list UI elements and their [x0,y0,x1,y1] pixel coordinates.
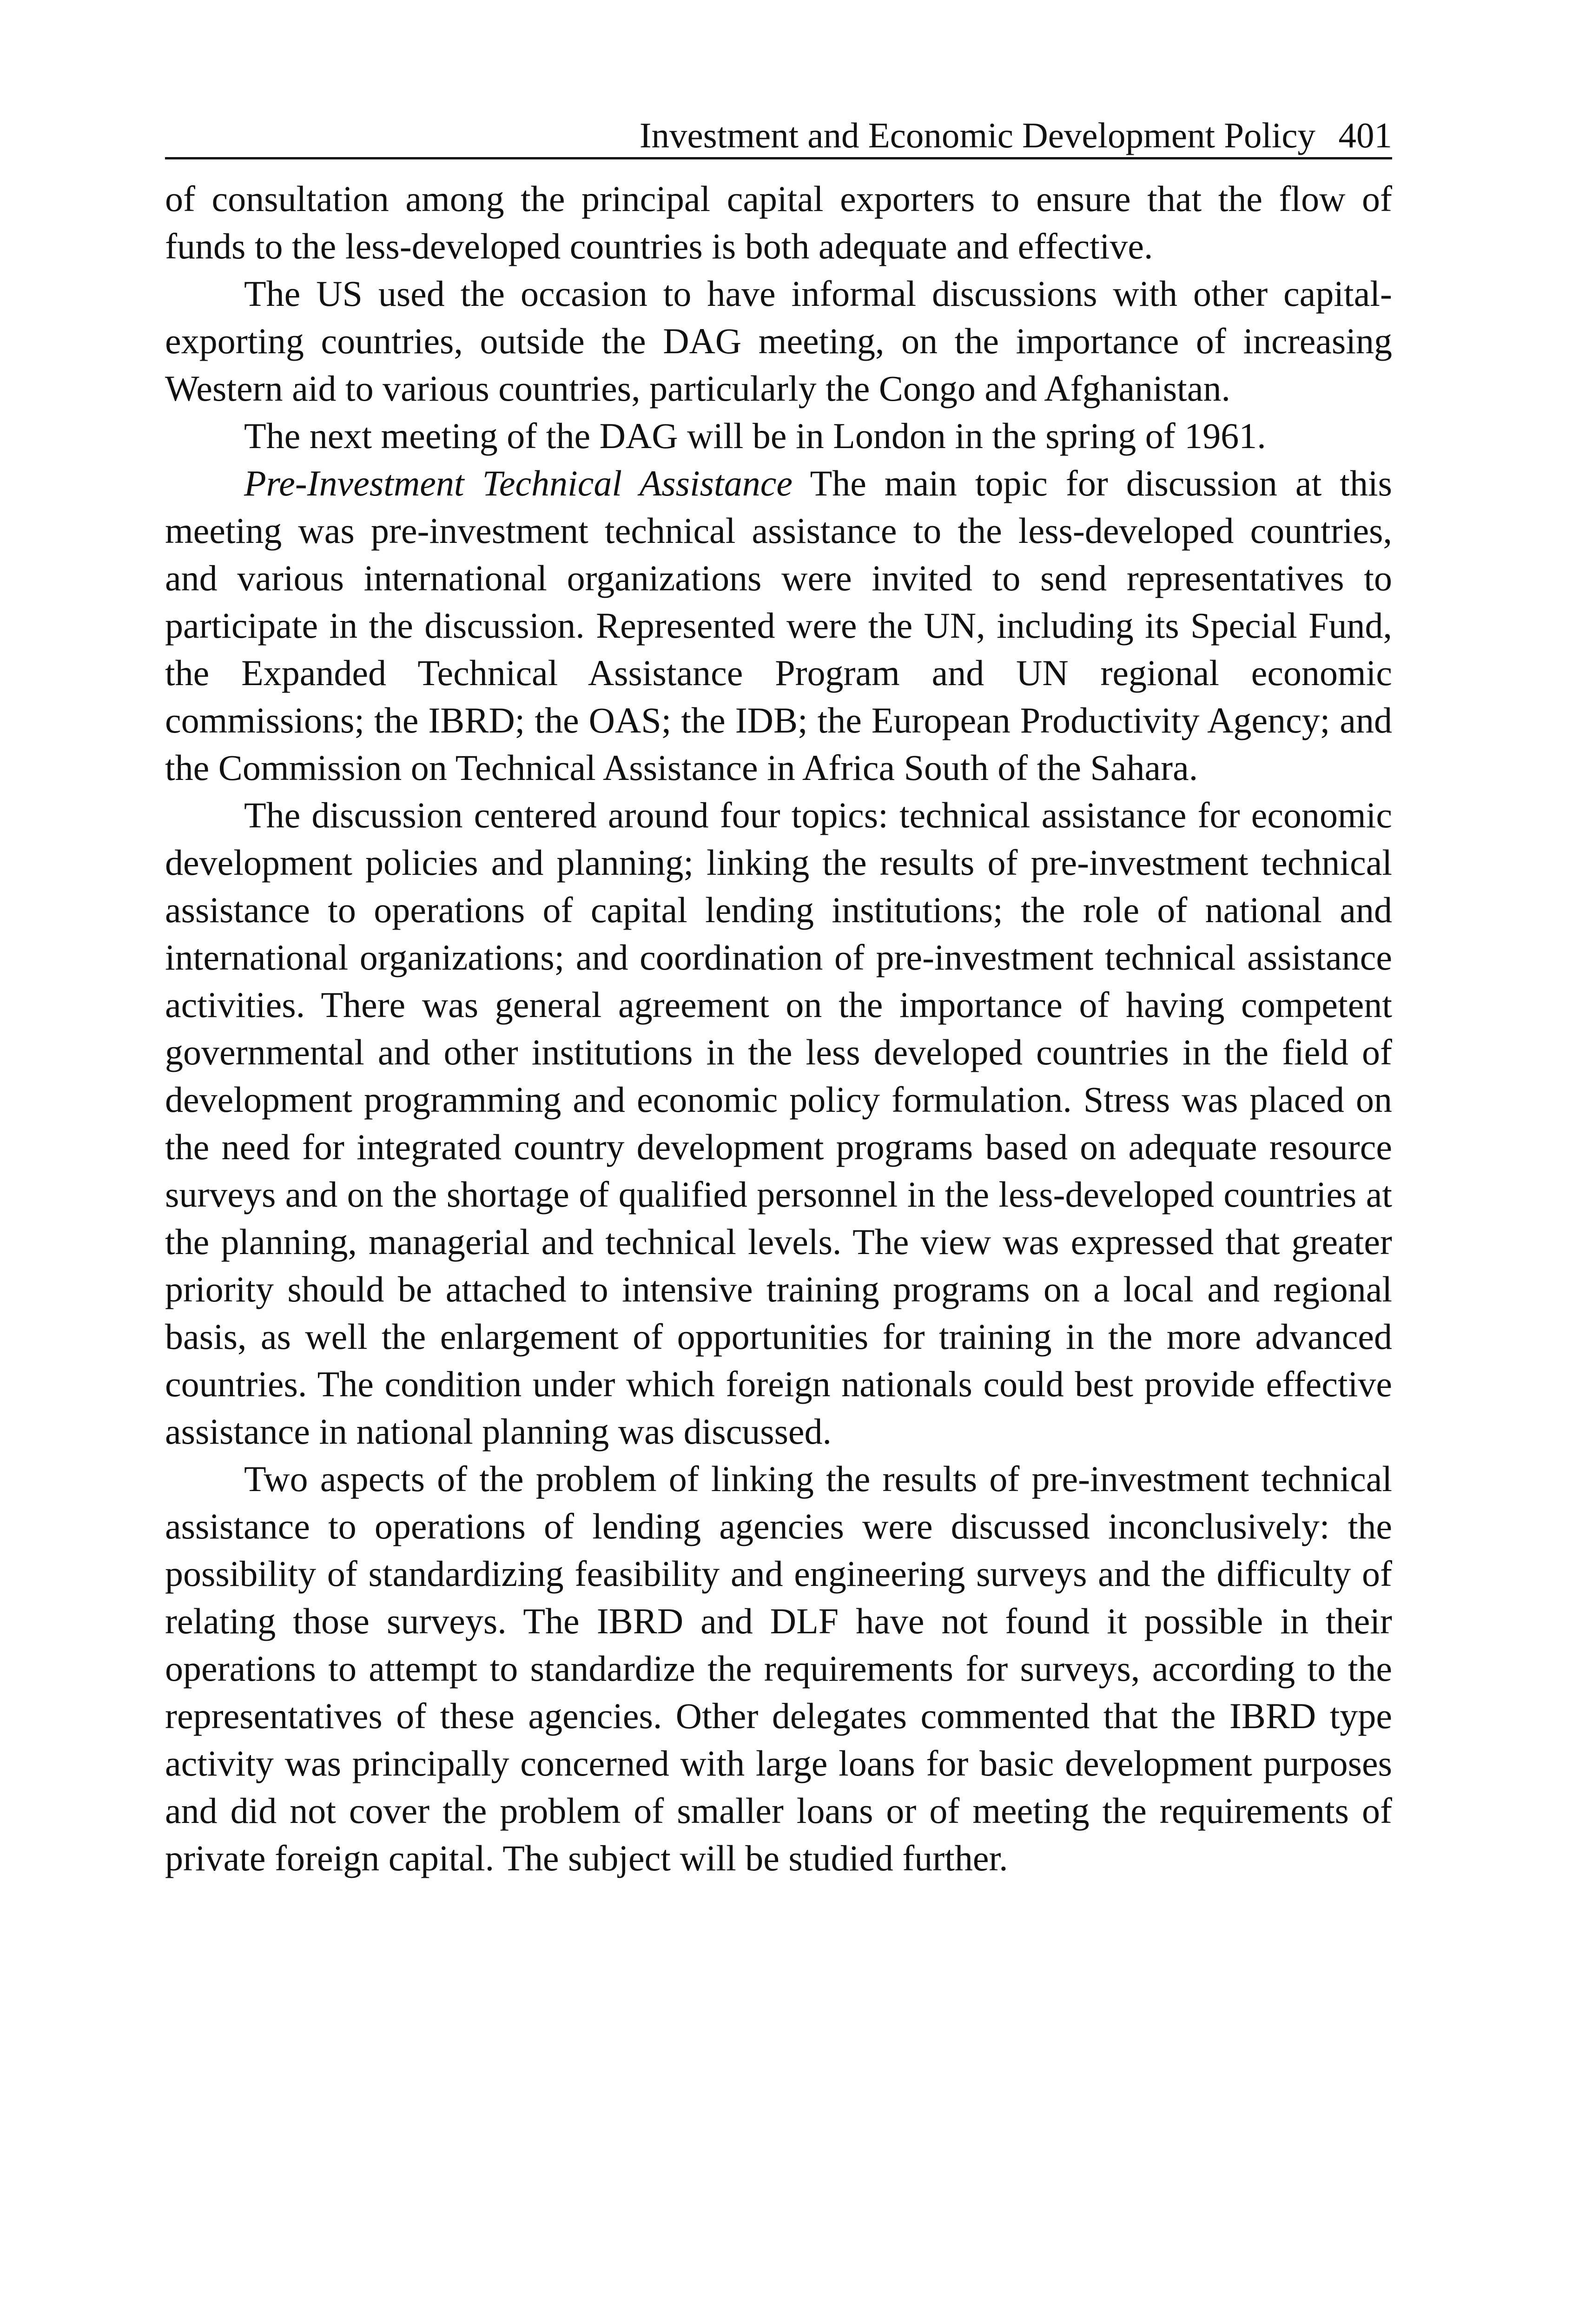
section-run-in-heading: Pre-Investment Technical Assistance [244,463,793,503]
paragraph-lending-agencies: Two aspects of the problem of linking the results of pre-investment technical assistance to operations of lending agencies were discussed inconclusively: the possibility of standardizing feasibility and engineering surveys and the difficulty of relating those surveys. The IBRD and DLF have not found it possible in their operations to attempt to standardize the requirements for surveys, according to the representatives of these agencies. Other delegates commented that the IBRD type activity was principally concerned with large loans for basic development purposes and did not cover the problem of smaller loans or of meeting the requirements of private foreign capital. The subject will be studied further. [165,1459,1392,1878]
paragraph-pre-investment [165,460,1392,792]
running-header [165,102,1392,159]
paragraph-informal-discussions: The US used the occasion to have informal discussions with other capital-exporting countries, outside the DAG meeting, on the importance of increasing Western aid to various countries, particularly the Congo and Afghanistan. [165,273,1392,409]
paragraph-discussion-topics: The discussion centered around four topics: technical assistance for economic development policies and planning; linking the results of pre-investment technical assistance to operations of capital lending institutions; the role of national and international organizations; and coordination of pre-investment technical assistance activities. There was general agreement on the importance of having competent governmental and other institutions in the less developed countries in the field of development programming and economic policy formulation. Stress was placed on the need for integrated country development programs based on adequate resource surveys and on the shortage of qualified personnel in the less-developed countries at the planning, managerial and technical levels. The view was expressed that greater priority should be attached to intensive training programs on a local and regional basis, as well the enlargement of opportunities for training in the more advanced countries. The condition under which foreign nationals could best provide effective assistance in national planning was discussed. [165,795,1392,1452]
paragraph-next-meeting: The next meeting of the DAG will be in London in the spring of 1961. [244,416,1266,456]
document-page [165,102,1392,1882]
running-title: Investment and Economic Development Policy [639,115,1315,155]
paragraph-continuation: of consultation among the principal capital exporters to ensure that the flow of funds to the less-developed countries is both adequate and effective. [165,178,1392,266]
paragraph-pre-investment-text: The main topic for discussion at this meeting was pre-investment technical assistance to the less-developed countries, and various international organizations were invited to send representatives to participate in the discussion. Represented were the UN, including its Special Fund, the Expanded Technical Assistance Program and UN regional economic commissions; the IBRD; the OAS; the IDB; the European Productivity Agency; and the Commission on Technical Assistance in Africa South of the Sahara. [165,463,1392,788]
body-text [165,175,1392,1882]
page-number: 401 [1338,115,1392,155]
